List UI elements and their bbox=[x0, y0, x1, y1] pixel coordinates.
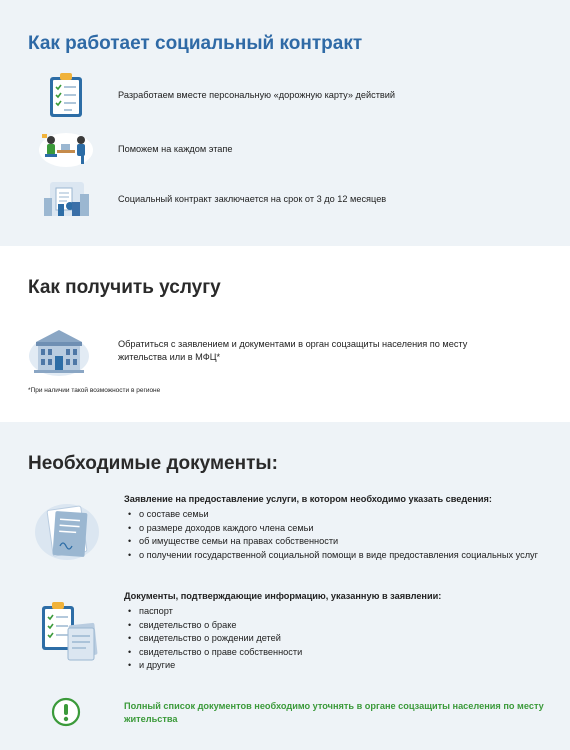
how-it-works-item-text: Социальный контракт заключается на срок от 3 до 12 месяцев bbox=[118, 193, 387, 204]
application-block bbox=[124, 493, 554, 562]
how-to-get-title: Как получить услугу bbox=[28, 277, 221, 298]
clipboard-checklist-icon bbox=[36, 72, 96, 118]
supporting-block bbox=[124, 590, 554, 672]
list-item: • о составе семьи bbox=[124, 508, 554, 521]
list-item: • и другие bbox=[124, 659, 554, 672]
exclamation-circle-icon bbox=[51, 697, 81, 732]
list-item: • о размере доходов каждого члена семьи bbox=[124, 522, 554, 535]
list-item: • паспорт bbox=[124, 605, 554, 618]
how-it-works-title: Как работает социальный контракт bbox=[28, 33, 363, 54]
list-item: • свидетельство о браке bbox=[124, 619, 554, 632]
list-item: • свидетельство о рождении детей bbox=[124, 632, 554, 645]
consultation-people-icon bbox=[36, 130, 96, 168]
documents-notice: Полный список документов необходимо уточнять в органе соцзащиты населения по месту жительства bbox=[124, 701, 544, 724]
how-it-works-item-roadmap bbox=[36, 72, 395, 118]
clipboard-documents-icon bbox=[38, 600, 102, 667]
signing-documents-icon bbox=[36, 180, 96, 218]
supporting-list bbox=[124, 605, 554, 672]
how-it-works-item-text: Разработаем вместе персональную «дорожную карту» действий bbox=[118, 89, 396, 100]
government-building-icon bbox=[28, 326, 90, 376]
documents-title: Необходимые документы: bbox=[28, 453, 278, 474]
list-item: • о получении государственной социальной помощи в виде предоставления социальных услуг bbox=[124, 549, 554, 562]
how-to-get-footnote: *При наличии такой возможности в регионе bbox=[28, 387, 161, 394]
how-it-works-item-text: Поможем на каждом этапе bbox=[118, 143, 233, 154]
how-to-get-text: Обратиться с заявлением и документами в орган соцзащиты населения по месту жительства или в МФЦ* bbox=[118, 339, 468, 362]
how-it-works-item-term bbox=[36, 180, 386, 218]
application-document-icon bbox=[34, 500, 100, 567]
how-to-get-item bbox=[28, 326, 518, 376]
list-item: • свидетельство о праве собственности bbox=[124, 646, 554, 659]
list-item: • об имуществе семьи на правах собственности bbox=[124, 535, 554, 548]
application-heading: Заявление на предоставление услуги, в котором необходимо указать сведения: bbox=[124, 494, 492, 504]
how-it-works-item-help bbox=[36, 130, 233, 168]
application-list bbox=[124, 508, 554, 562]
supporting-heading: Документы, подтверждающие информацию, указанную в заявлении: bbox=[124, 591, 442, 601]
